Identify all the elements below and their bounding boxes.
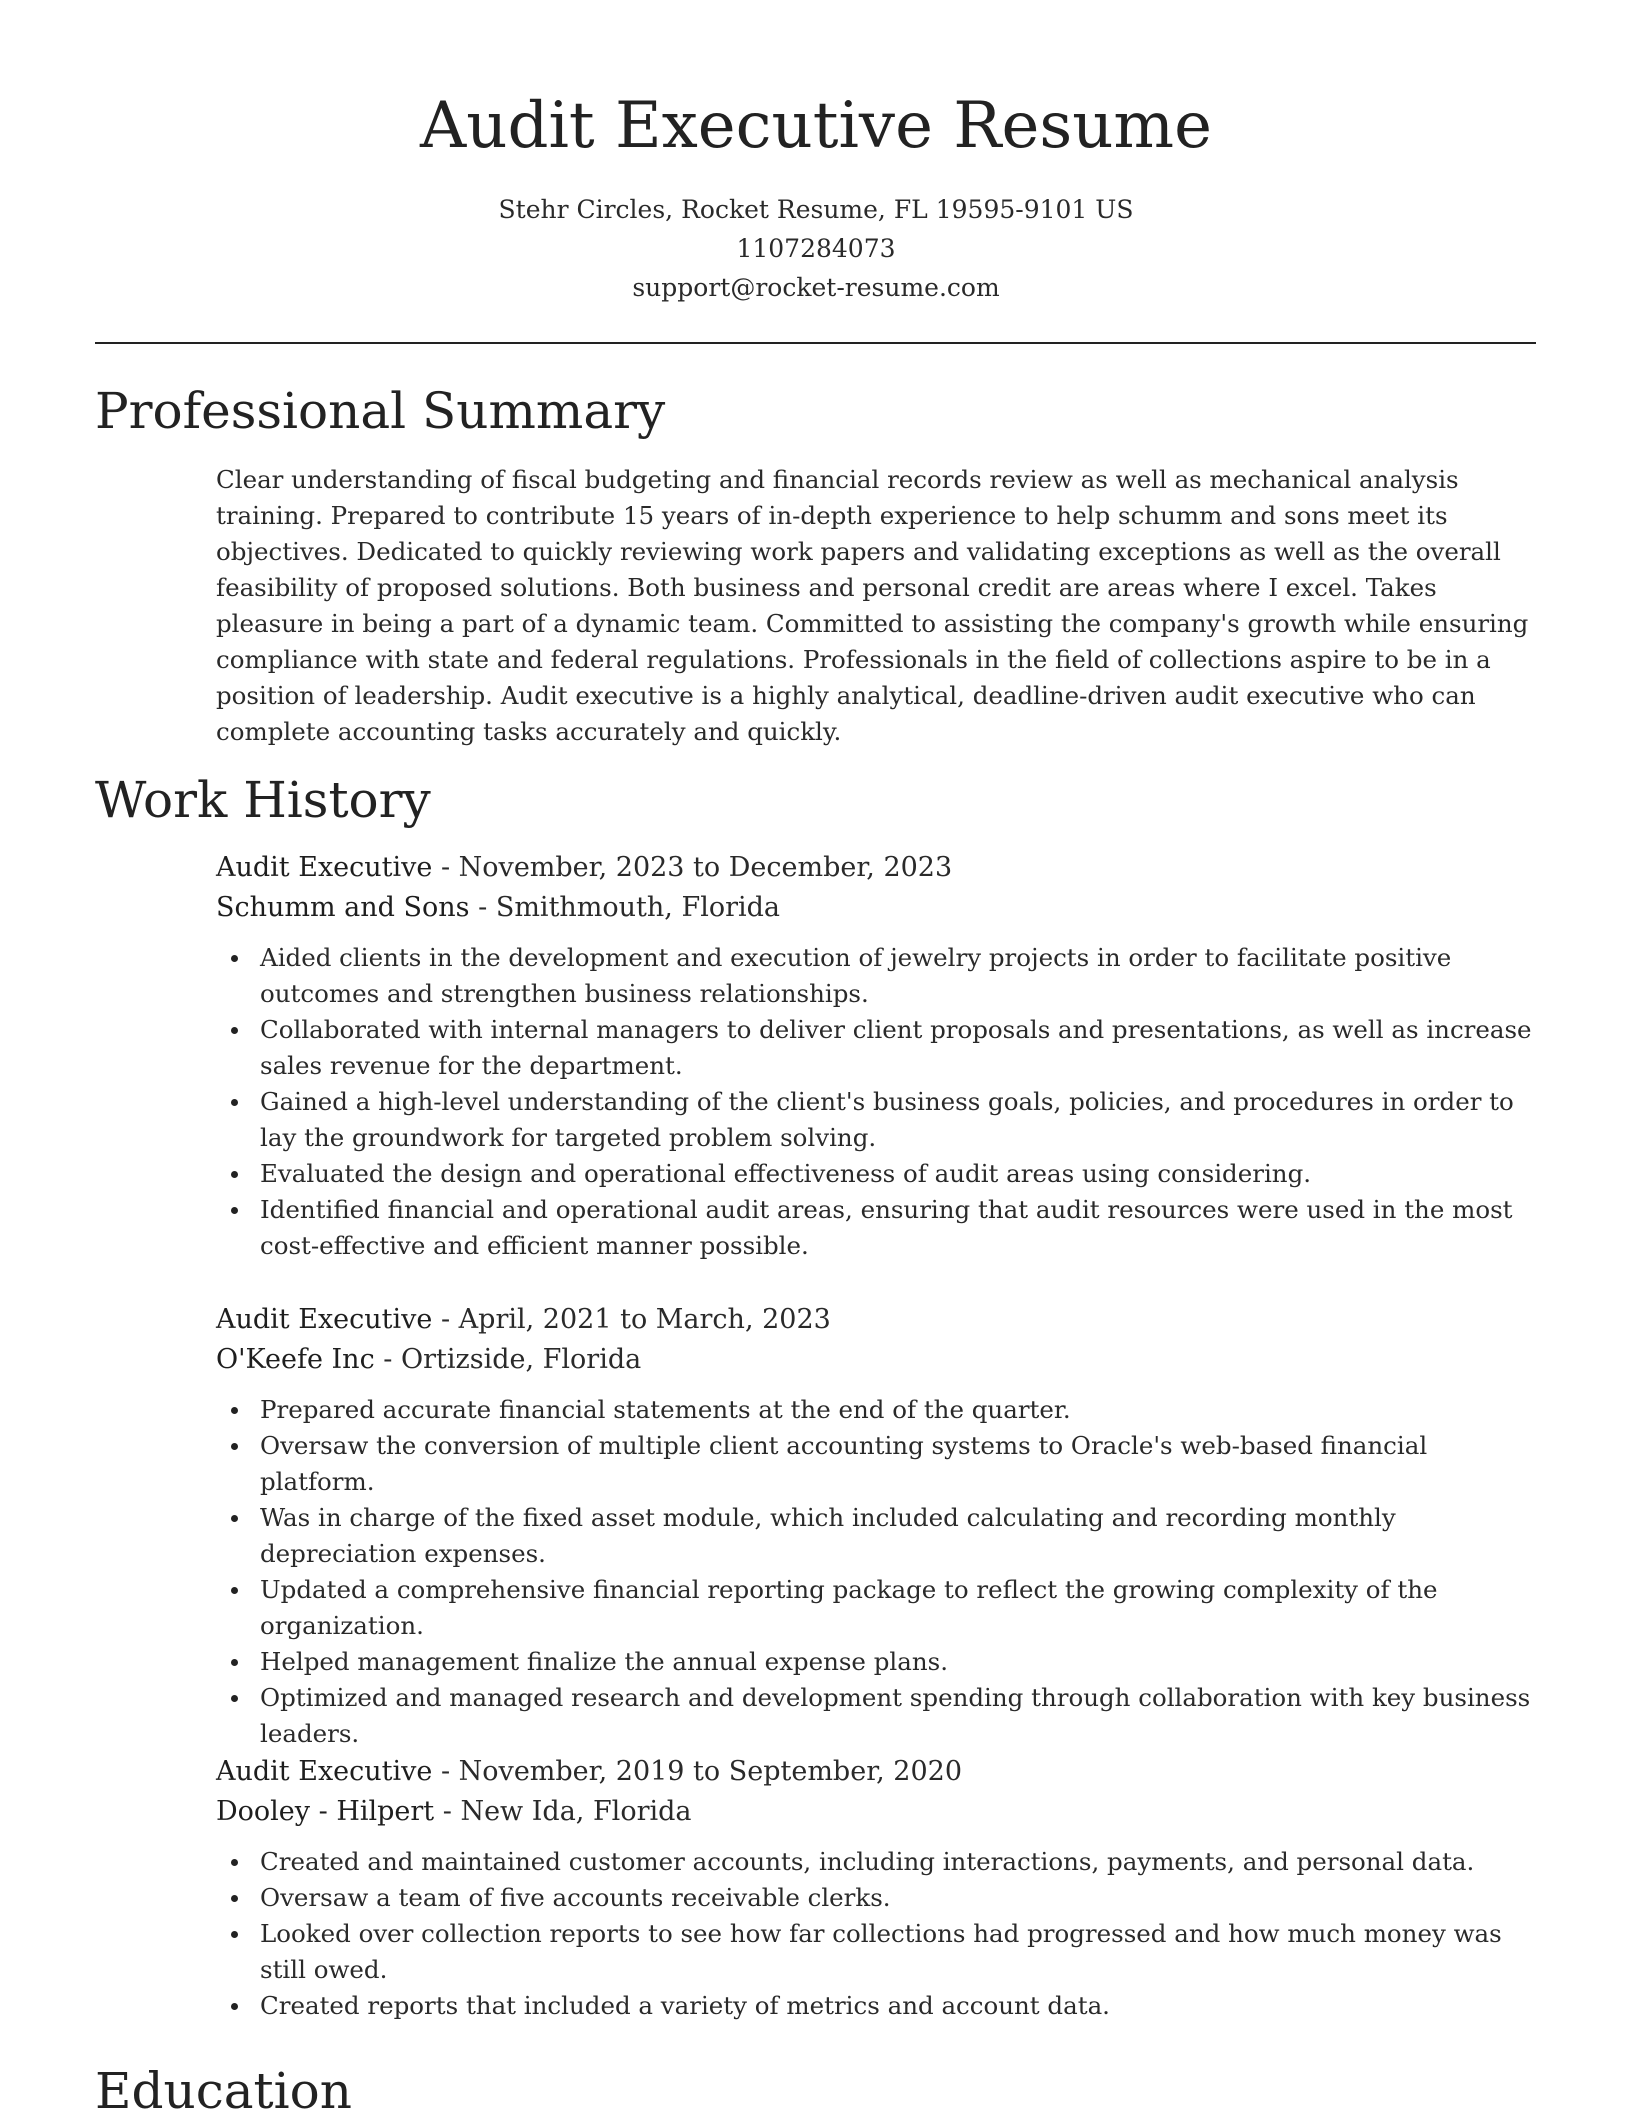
contact-phone: 1107284073 (736, 234, 896, 263)
header-divider (95, 342, 1536, 344)
job-bullet: Gained a high-level understanding of the client's business goals, policies, and procedures in order to lay the groundwork for targeted problem solving. (216, 1084, 1536, 1156)
contact-address: Stehr Circles, Rocket Resume, FL 19595-9101 US (498, 195, 1134, 224)
job-dates: - April, 2021 to March, 2023 (432, 1304, 831, 1335)
job-bullet-list (216, 940, 1536, 1264)
job-bullet: Oversaw the conversion of multiple client accounting systems to Oracle's web-based financial platform. (216, 1428, 1536, 1500)
contact-block (0, 190, 1632, 307)
bullet-dot (231, 955, 238, 962)
job-company-line (216, 1792, 1536, 1832)
job-title: Audit Executive (216, 1304, 433, 1335)
job-title-line (216, 1300, 1536, 1340)
bullet-dot (231, 2003, 238, 2010)
job-company: Dooley - Hilpert (216, 1796, 435, 1827)
job-location: - Ortizside, Florida (374, 1344, 642, 1375)
job-bullet: Helped management finalize the annual expense plans. (216, 1644, 1536, 1680)
bullet-dot (231, 1207, 238, 1214)
job-location: - Smithmouth, Florida (469, 892, 781, 923)
job-entry (216, 1300, 1536, 1752)
bullet-dot (231, 1515, 238, 1522)
job-title-line (216, 1752, 1536, 1792)
resume-header (0, 84, 1632, 307)
summary-heading: Professional Summary (95, 382, 666, 440)
job-entry (216, 848, 1536, 1264)
bullet-dot (231, 1587, 238, 1594)
bullet-dot (231, 1659, 238, 1666)
job-bullet-list (216, 1844, 1536, 2024)
bullet-dot (231, 1407, 238, 1414)
bullet-dot (231, 1695, 238, 1702)
bullet-dot (231, 1099, 238, 1106)
job-bullet: Updated a comprehensive financial reporting package to reflect the growing complexity of the organization. (216, 1572, 1536, 1644)
job-company-line (216, 888, 1536, 928)
bullet-dot (231, 1171, 238, 1178)
job-dates: - November, 2019 to September, 2020 (432, 1756, 963, 1787)
job-company-line (216, 1340, 1536, 1380)
job-company: Schumm and Sons (216, 892, 470, 923)
job-title-line (216, 848, 1536, 888)
job-bullet: Oversaw a team of five accounts receivable clerks. (216, 1880, 1536, 1916)
job-bullet: Collaborated with internal managers to deliver client proposals and presentations, as well as increase sales revenue for the department. (216, 1012, 1536, 1084)
bullet-dot (231, 1859, 238, 1866)
job-bullet: Evaluated the design and operational effectiveness of audit areas using considering. (216, 1156, 1536, 1192)
work-history-heading: Work History (95, 771, 431, 829)
job-location: - New Ida, Florida (434, 1796, 692, 1827)
job-bullet: Created and maintained customer accounts, including interactions, payments, and personal data. (216, 1844, 1536, 1880)
summary-text: Clear understanding of fiscal budgeting and financial records review as well as mechanical analysis training. Prepared to contribute 15 years of in-depth experience to help schumm and sons meet its objectives. Dedicated to quickly reviewing work papers and validating exceptions as well as the overall feasibility of proposed solutions. Both business and personal credit are areas where I excel. Takes pleasure in being a part of a dynamic team. Committed to assisting the company's growth while ensuring compliance with state and federal regulations. Professionals in the field of collections aspire to be in a position of leadership. Audit executive is a highly analytical, deadline-driven audit executive who can complete accounting tasks accurately and quickly. (216, 465, 1529, 746)
job-bullet: Looked over collection reports to see how far collections had progressed and how much money was still owed. (216, 1916, 1536, 1988)
resume-title: Audit Executive Resume (420, 89, 1212, 163)
bullet-dot (231, 1931, 238, 1938)
bullet-dot (231, 1443, 238, 1450)
job-bullet: Optimized and managed research and development spending through collaboration with key business leaders. (216, 1680, 1536, 1752)
job-bullet: Aided clients in the development and execution of jewelry projects in order to facilitate positive outcomes and strengthen business relationships. (216, 940, 1536, 1012)
job-bullet: Created reports that included a variety of metrics and account data. (216, 1988, 1536, 2024)
job-bullet-list (216, 1392, 1536, 1752)
job-bullet: Identified financial and operational audit areas, ensuring that audit resources were used in the most cost-effective and efficient manner possible. (216, 1192, 1536, 1264)
job-entry (216, 1752, 1536, 2024)
job-company: O'Keefe Inc (216, 1344, 375, 1375)
job-bullet: Prepared accurate financial statements at the end of the quarter. (216, 1392, 1536, 1428)
job-title: Audit Executive (216, 852, 433, 883)
job-title: Audit Executive (216, 1756, 433, 1787)
job-dates: - November, 2023 to December, 2023 (432, 852, 953, 883)
job-bullet: Was in charge of the fixed asset module, which included calculating and recording monthly depreciation expenses. (216, 1500, 1536, 1572)
contact-email: support@rocket-resume.com (632, 273, 1000, 302)
education-heading: Education (95, 2062, 352, 2120)
bullet-dot (231, 1895, 238, 1902)
bullet-dot (231, 1027, 238, 1034)
